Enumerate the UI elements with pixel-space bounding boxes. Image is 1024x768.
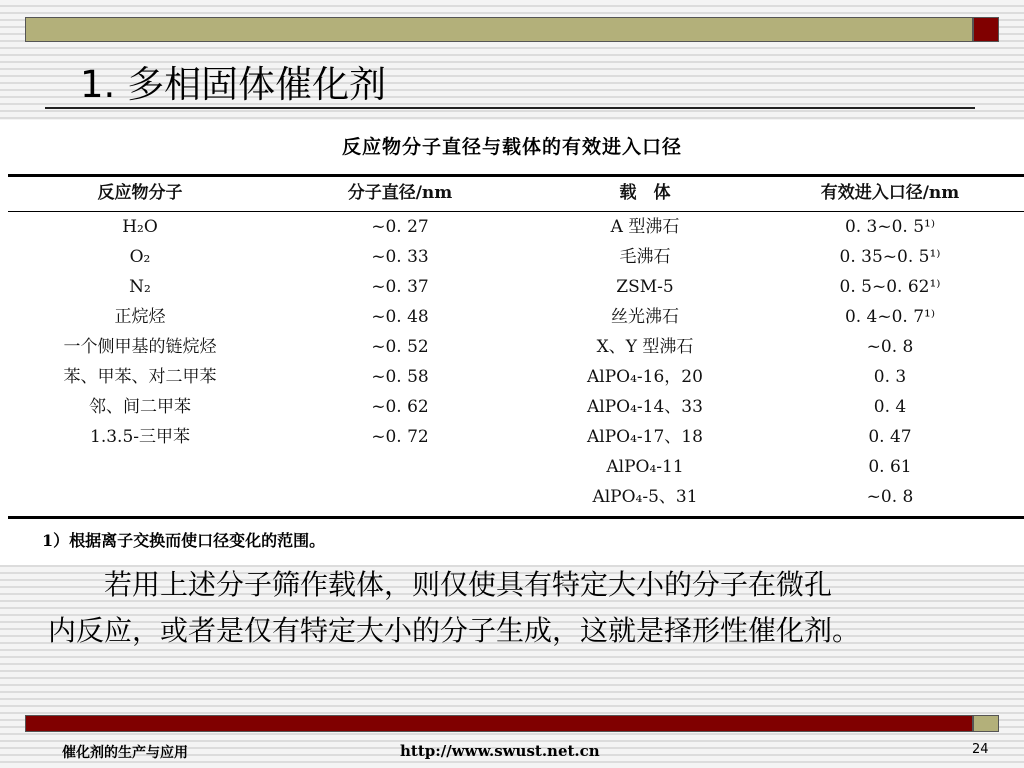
cell-aperture: 0. 3~0. 5¹⁾: [844, 217, 936, 237]
cell-aperture: 0. 3: [873, 367, 907, 387]
cell-carrier: AlPO₄-14、33: [587, 397, 703, 417]
table-row: [0, 452, 1024, 482]
body-line-2: 内反应，或者是仅有特定大小的分子生成，这就是择形性催化剂。: [48, 614, 861, 647]
cell-carrier: 丝光沸石: [611, 307, 679, 327]
bottom-decoration-square: [973, 715, 999, 732]
table-bottom-rule: [8, 516, 1024, 519]
header-diameter: 分子直径/nm: [347, 183, 453, 203]
table-row: [0, 482, 1024, 512]
cell-aperture: ~0. 8: [866, 487, 914, 507]
cell-molecule: O₂: [129, 247, 151, 267]
cell-diameter: ~0. 62: [371, 397, 429, 417]
cell-carrier: AlPO₄-17、18: [587, 427, 703, 447]
table-row: [0, 272, 1024, 302]
cell-diameter: ~0. 27: [371, 217, 429, 237]
top-decoration-square: [973, 17, 999, 42]
cell-molecule: 1.3.5-三甲苯: [90, 427, 190, 447]
top-decoration-bar: [25, 17, 973, 42]
table-row: [0, 212, 1024, 242]
cell-molecule: N₂: [129, 277, 151, 297]
table-row: [0, 302, 1024, 332]
table-row: [0, 362, 1024, 392]
table-footnote: 1）根据离子交换而使口径变化的范围。: [42, 531, 326, 550]
cell-aperture: 0. 4: [873, 397, 907, 417]
cell-carrier: AlPO₄-5、31: [592, 487, 698, 507]
cell-diameter: ~0. 72: [371, 427, 429, 447]
cell-diameter: ~0. 37: [371, 277, 429, 297]
cell-molecule: 一个侧甲基的链烷烃: [63, 337, 217, 357]
header-molecule: 反应物分子: [97, 183, 183, 203]
cell-carrier: AlPO₄-16，20: [587, 367, 703, 387]
cell-carrier: X、Y 型沸石: [596, 337, 694, 357]
cell-diameter: ~0. 52: [371, 337, 429, 357]
cell-diameter: ~0. 33: [371, 247, 429, 267]
table-row: [0, 422, 1024, 452]
cell-diameter: ~0. 58: [371, 367, 429, 387]
table-row: [0, 392, 1024, 422]
cell-aperture: 0. 35~0. 5¹⁾: [839, 247, 941, 267]
cell-carrier: ZSM-5: [616, 277, 674, 297]
table-row: [0, 242, 1024, 272]
cell-aperture: ~0. 8: [866, 337, 914, 357]
footer-url: http://www.swust.net.cn: [400, 742, 600, 760]
cell-aperture: 0. 47: [868, 427, 912, 447]
body-paragraph: [48, 562, 1024, 654]
table-top-rule: [8, 174, 1024, 177]
cell-aperture: 0. 4~0. 7¹⁾: [844, 307, 936, 327]
cell-aperture: 0. 61: [868, 457, 912, 477]
title-underline: [45, 107, 975, 109]
data-table-figure: [0, 120, 1024, 565]
bottom-decoration-bar: [25, 715, 973, 732]
cell-molecule: H₂O: [122, 217, 158, 237]
cell-molecule: 正烷烃: [114, 307, 166, 327]
cell-diameter: ~0. 48: [371, 307, 429, 327]
page-number: 24: [972, 742, 989, 757]
cell-aperture: 0. 5~0. 62¹⁾: [839, 277, 941, 297]
slide-title: 1. 多相固体催化剂: [80, 63, 387, 106]
cell-molecule: 邻、间二甲苯: [89, 397, 191, 417]
table-caption: 反应物分子直径与载体的有效进入口径: [341, 136, 682, 158]
table-row: [0, 332, 1024, 362]
cell-carrier: AlPO₄-11: [606, 457, 684, 477]
cell-carrier: 毛沸石: [619, 247, 671, 267]
footer-course-name: 催化剂的生产与应用: [62, 745, 188, 761]
cell-carrier: A 型沸石: [610, 217, 680, 237]
cell-molecule: 苯、甲苯、对二甲苯: [63, 367, 217, 387]
header-aperture: 有效进入口径/nm: [820, 183, 960, 203]
body-line-1: 若用上述分子筛作载体，则仅使具有特定大小的分子在微孔: [104, 568, 833, 601]
header-carrier: 载 体: [619, 183, 671, 203]
